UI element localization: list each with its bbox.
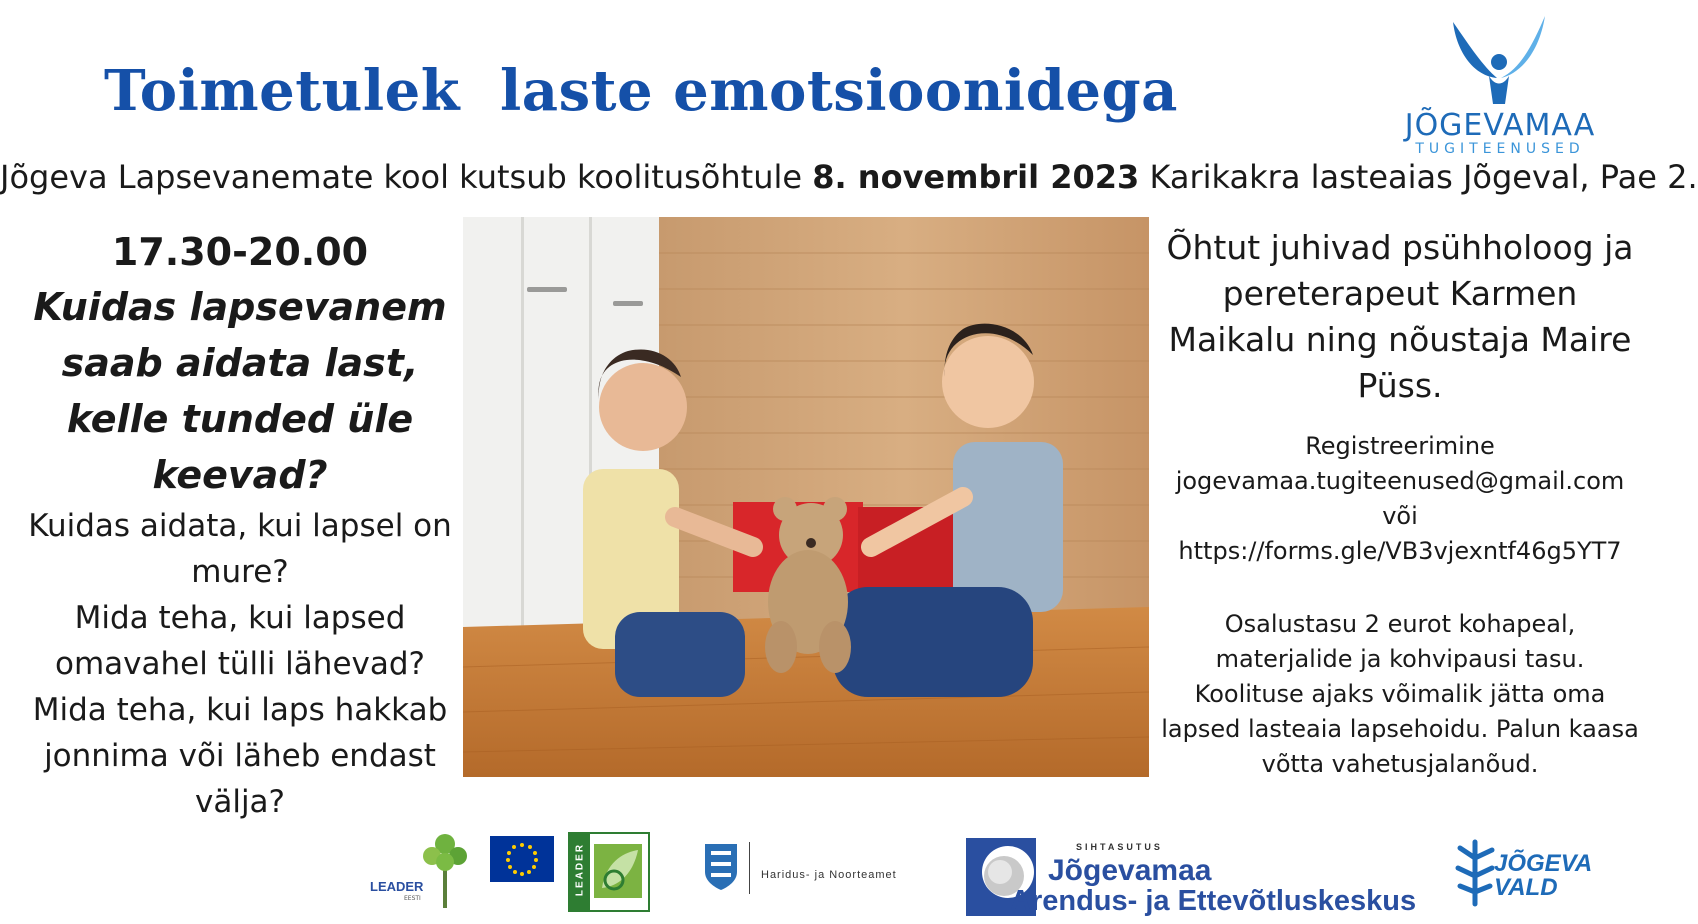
fee-text: Osalustasu 2 eurot kohapeal, materjalide ja kohvipausi tasu. Koolituse ajaks võimalik jätta oma lapsed lasteaia lapsehoidu. Palun kaasa võtta vahetusjalanõud.	[1161, 610, 1639, 778]
vald-line1: JÕGEVA	[1494, 850, 1593, 877]
left-column	[20, 225, 460, 825]
leader-square-label: LEADER	[574, 842, 586, 897]
invitation-pre: Jõgeva Lapsevanemate kool kutsub koolitusõhtule	[0, 158, 813, 196]
hno-label: Haridus- ja Noorteamet	[761, 869, 897, 881]
logo-top-name: JÕGEVAMAA	[1404, 108, 1596, 143]
leader-square-logo	[568, 832, 650, 912]
registration-url[interactable]: https://forms.gle/VB3vjexntf46g5YT7	[1178, 537, 1622, 565]
sub-questions	[20, 503, 460, 825]
registration-email[interactable]: jogevamaa.tugiteenused@gmail.com	[1175, 467, 1625, 495]
tree-icon	[422, 830, 468, 908]
facilitators-text: Õhtut juhivad psühholoog ja pereterapeut Karmen Maikalu ning nõustaja Maire Püss.	[1166, 228, 1634, 405]
registration-label: Registreerimine	[1305, 432, 1495, 460]
jogevamaa-tugiteenused-logo	[1400, 14, 1600, 164]
estonian-coat-of-arms-icon	[703, 842, 739, 892]
children-photo	[463, 217, 1149, 777]
winged-figure-icon	[1445, 14, 1555, 106]
jaek-line1: Jõgevamaa	[1048, 854, 1212, 887]
leaf-icon	[594, 840, 642, 902]
invitation-post: Karikakra lasteaias Jõgeval, Pae 2.	[1139, 158, 1698, 196]
page-title: Toimetulek laste emotsioonidega	[104, 58, 1178, 124]
eu-flag-icon	[490, 836, 554, 882]
snowflake-branch-icon	[1452, 838, 1498, 908]
jaek-logo	[966, 838, 1417, 922]
vald-label	[1494, 852, 1592, 900]
jaek-line2: Arendus- ja Ettevõtluskeskus	[1010, 885, 1417, 917]
sub-question: Mida teha, kui lapsed omavahel tülli lähevad?	[55, 600, 425, 682]
vald-line2: VALD	[1494, 874, 1558, 901]
leader-label: LEADER	[370, 879, 424, 894]
leader-sub: EESTI	[404, 895, 421, 902]
main-question: Kuidas lapsevanem saab aidata last, kelle tunded üle keevad?	[33, 285, 447, 497]
event-time: 17.30-20.00	[111, 230, 369, 274]
sub-question: Mida teha, kui laps hakkab jonnima või läheb endast välja?	[32, 692, 448, 820]
invitation-line	[0, 158, 1698, 196]
jaek-small-label: SIHTASUTUS	[1076, 842, 1163, 852]
right-column	[1160, 225, 1640, 782]
jogeva-vald-logo	[1452, 838, 1593, 912]
invitation-date: 8. novembril 2023	[812, 158, 1140, 196]
hno-logo	[703, 842, 897, 896]
logo-top-sub: TUGITEENUSED	[1415, 141, 1585, 157]
sub-question: Kuidas aidata, kui lapsel on mure?	[28, 508, 452, 590]
registration-or: või	[1382, 502, 1418, 530]
registration-block	[1160, 429, 1640, 569]
